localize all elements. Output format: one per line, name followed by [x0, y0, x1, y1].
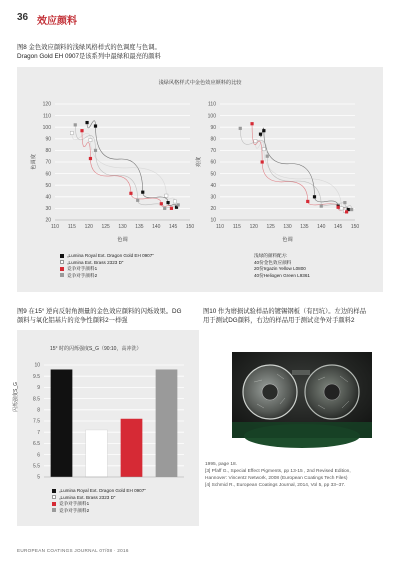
data-point: [160, 202, 163, 205]
fig10-caption-line2: 用于测试DG颜料，右边的样品用于测试竞争对手颜料2: [203, 317, 355, 324]
fig8-legend-right: [254, 253, 310, 279]
y-tick-label: 70: [210, 148, 216, 155]
y-tick-label: 9.5: [33, 373, 40, 380]
data-point: [129, 192, 132, 195]
y-tick-label: 90: [210, 124, 216, 131]
data-point: [80, 129, 83, 132]
x-tick-label: 130: [118, 224, 127, 230]
x-tick-label: 135: [135, 224, 144, 230]
y-tick-label: 50: [210, 171, 216, 178]
y-axis-label: 色调度: [31, 154, 37, 170]
legend-label: 竞争对手颜料1: [67, 266, 98, 271]
x-tick-label: 140: [152, 224, 161, 230]
fig9-ylabel: 闪烁强度S_G: [13, 381, 19, 412]
legend-label: „Lumina Royal Ext. Dragon Gold EH 0907“: [67, 253, 154, 258]
legend-swatch: [60, 267, 64, 271]
bar-chart: [30, 355, 195, 483]
fig9-legend: [52, 488, 146, 514]
fig10-caption-line1: 图10 作为磨损试验样品的镀锡钢板（有凹坑）。左边的样品: [203, 308, 367, 315]
data-point: [306, 200, 309, 203]
x-tick-label: 145: [333, 224, 343, 230]
legend-swatch: [52, 508, 56, 512]
y-tick-label: 9: [37, 385, 40, 392]
y-tick-label: 7.5: [33, 418, 40, 425]
data-point: [177, 203, 180, 206]
y-tick-label: 80: [210, 136, 216, 143]
reference-line: 1995, page 18.: [205, 462, 238, 467]
y-tick-label: 8: [37, 407, 40, 414]
data-point: [337, 206, 340, 209]
footer: EUROPEAN COATINGS JOURNAL 07/08 · 2016: [17, 548, 129, 553]
data-point: [165, 194, 168, 197]
y-tick-label: 8.5: [33, 396, 40, 403]
fig8-caption-line2: Dragon Gold EH 0907是该系列中最绿和最亮的颜料: [17, 53, 161, 60]
data-point: [94, 124, 97, 127]
legend-label: 竞争对手颜料2: [59, 507, 90, 513]
y-tick-label: 120: [42, 101, 51, 108]
y-tick-label: 20: [45, 217, 51, 224]
data-point: [262, 148, 265, 151]
fig8-chart-title: 浅绿风格样式中金色效应颜料的比较: [158, 80, 242, 86]
page-number: 36: [17, 12, 29, 23]
y-tick-label: 100: [207, 113, 216, 120]
data-point: [94, 149, 97, 152]
data-point: [254, 140, 257, 143]
data-point: [266, 155, 269, 158]
trend-line: [252, 124, 347, 212]
data-point: [261, 160, 264, 163]
x-tick-label: 130: [283, 224, 292, 230]
fig9-caption-line1: 图9 在15° 逆向反射角测量的金色效应颜料的闪烁效果。DG: [17, 308, 182, 315]
data-point: [136, 199, 139, 202]
legend-swatch: [60, 254, 64, 258]
recipe-line: 40份金色效应颜料: [254, 259, 292, 265]
fig9-caption-line2: 颜料与氧化铝基片的竞争性颜料2一样强: [17, 317, 128, 324]
bar: [51, 369, 73, 477]
data-point: [170, 207, 173, 210]
y-tick-label: 80: [45, 148, 51, 155]
fig8-legend-left: [60, 253, 154, 279]
y-tick-label: 40: [45, 194, 51, 201]
x-tick-label: 140: [317, 224, 326, 230]
trend-line: [255, 141, 344, 211]
legend-swatch: [52, 502, 56, 506]
x-tick-label: 115: [67, 224, 76, 230]
y-tick-label: 110: [208, 101, 216, 108]
fig8-caption-line1: 图8 金色效应颜料的浅绿风格样式的色调度与色调。: [17, 44, 161, 51]
y-tick-label: 110: [43, 113, 51, 120]
legend-item: [60, 273, 154, 280]
y-tick-label: 70: [45, 159, 51, 166]
y-tick-label: 6.5: [33, 441, 40, 448]
data-point: [350, 208, 353, 211]
recipe-line: 40份Heliogen Green L9361: [254, 272, 310, 278]
recipe-line: 浅绿的颜料配方:: [254, 253, 288, 258]
data-point: [345, 210, 348, 213]
y-tick-label: 100: [42, 124, 51, 131]
data-point: [343, 201, 346, 204]
x-tick-label: 125: [101, 224, 110, 230]
legend-swatch: [52, 489, 56, 493]
references: [205, 461, 351, 489]
data-point: [141, 191, 144, 194]
bar: [121, 419, 143, 477]
data-point: [259, 133, 262, 136]
y-tick-label: 60: [45, 171, 51, 178]
reference-line: [3] Pfaff G., Special Effect Pigments, pp 13-15 , 2nd Revised Edition,: [205, 469, 351, 474]
y-tick-label: 6: [37, 452, 40, 459]
legend-swatch: [60, 273, 64, 277]
y-tick-label: 40: [210, 182, 216, 189]
legend-label: „Lumina Ext. Brass 2323 D“: [59, 494, 116, 500]
y-tick-label: 20: [210, 206, 216, 213]
x-tick-label: 120: [84, 224, 93, 230]
data-point: [320, 204, 323, 207]
legend-swatch: [52, 495, 56, 499]
bar: [156, 369, 178, 477]
y-tick-label: 50: [45, 182, 51, 189]
x-tick-label: 120: [249, 224, 258, 230]
x-tick-label: 145: [168, 224, 178, 230]
section-title: 效应颜料: [37, 16, 77, 27]
fig9-chart-title: 15° 时的闪烁强度S_G（90:10，高冲洗）: [50, 346, 142, 352]
x-tick-label: 125: [266, 224, 275, 230]
x-tick-label: 150: [350, 224, 360, 230]
data-point: [89, 157, 92, 160]
x-tick-label: 150: [185, 224, 195, 230]
data-point: [70, 131, 73, 134]
data-point: [340, 207, 343, 210]
y-tick-label: 5: [37, 474, 40, 481]
trend-line: [75, 125, 178, 209]
x-tick-label: 115: [232, 224, 241, 230]
data-point: [173, 200, 176, 203]
y-tick-label: 7: [37, 429, 40, 436]
data-point: [250, 122, 253, 125]
data-point: [89, 138, 92, 141]
x-tick-label: 110: [51, 224, 59, 230]
legend-label: „Lumina Royal Ext. Dragon Gold EH 0907“: [59, 488, 146, 493]
legend-item: [52, 508, 146, 515]
y-tick-label: 60: [210, 159, 216, 166]
x-tick-label: 110: [216, 224, 224, 230]
abrasion-test-photo: [232, 352, 372, 438]
legend-label: 竞争对手颜料2: [67, 272, 98, 278]
data-point: [239, 127, 242, 130]
y-tick-label: 5.5: [33, 463, 40, 470]
x-axis-label: 色调: [282, 237, 293, 243]
data-point: [166, 201, 169, 204]
y-axis-label: 亮度: [196, 156, 202, 168]
data-point: [163, 207, 166, 210]
legend-swatch: [60, 260, 64, 264]
x-axis-label: 色调: [117, 237, 128, 243]
y-tick-label: 10: [210, 217, 216, 224]
scatter-chart-left: [17, 90, 202, 250]
y-tick-label: 90: [45, 136, 51, 143]
y-tick-label: 10: [34, 362, 40, 369]
legend-label: „Lumina Ext. Brass 2323 D“: [67, 259, 124, 265]
recipe-line: 20份Irgazin Yellow L0800: [254, 266, 306, 271]
x-tick-label: 135: [300, 224, 309, 230]
y-tick-label: 30: [45, 206, 51, 213]
reference-line: Hannover: Vincentz Network, 2008 (European Coatings Tech Files): [205, 476, 348, 481]
scatter-chart-right: [196, 90, 383, 250]
data-point: [313, 195, 316, 198]
y-tick-label: 30: [210, 194, 216, 201]
data-point: [262, 129, 265, 132]
reference-line: [4] Schmid R., European Coatings Journal, 2014, Vol 5, pp 33–37.: [205, 483, 346, 488]
trend-line: [261, 128, 349, 210]
data-point: [85, 121, 88, 124]
bar: [86, 430, 108, 477]
legend-label: 竞争对手颜料1: [59, 501, 90, 506]
data-point: [74, 123, 77, 126]
